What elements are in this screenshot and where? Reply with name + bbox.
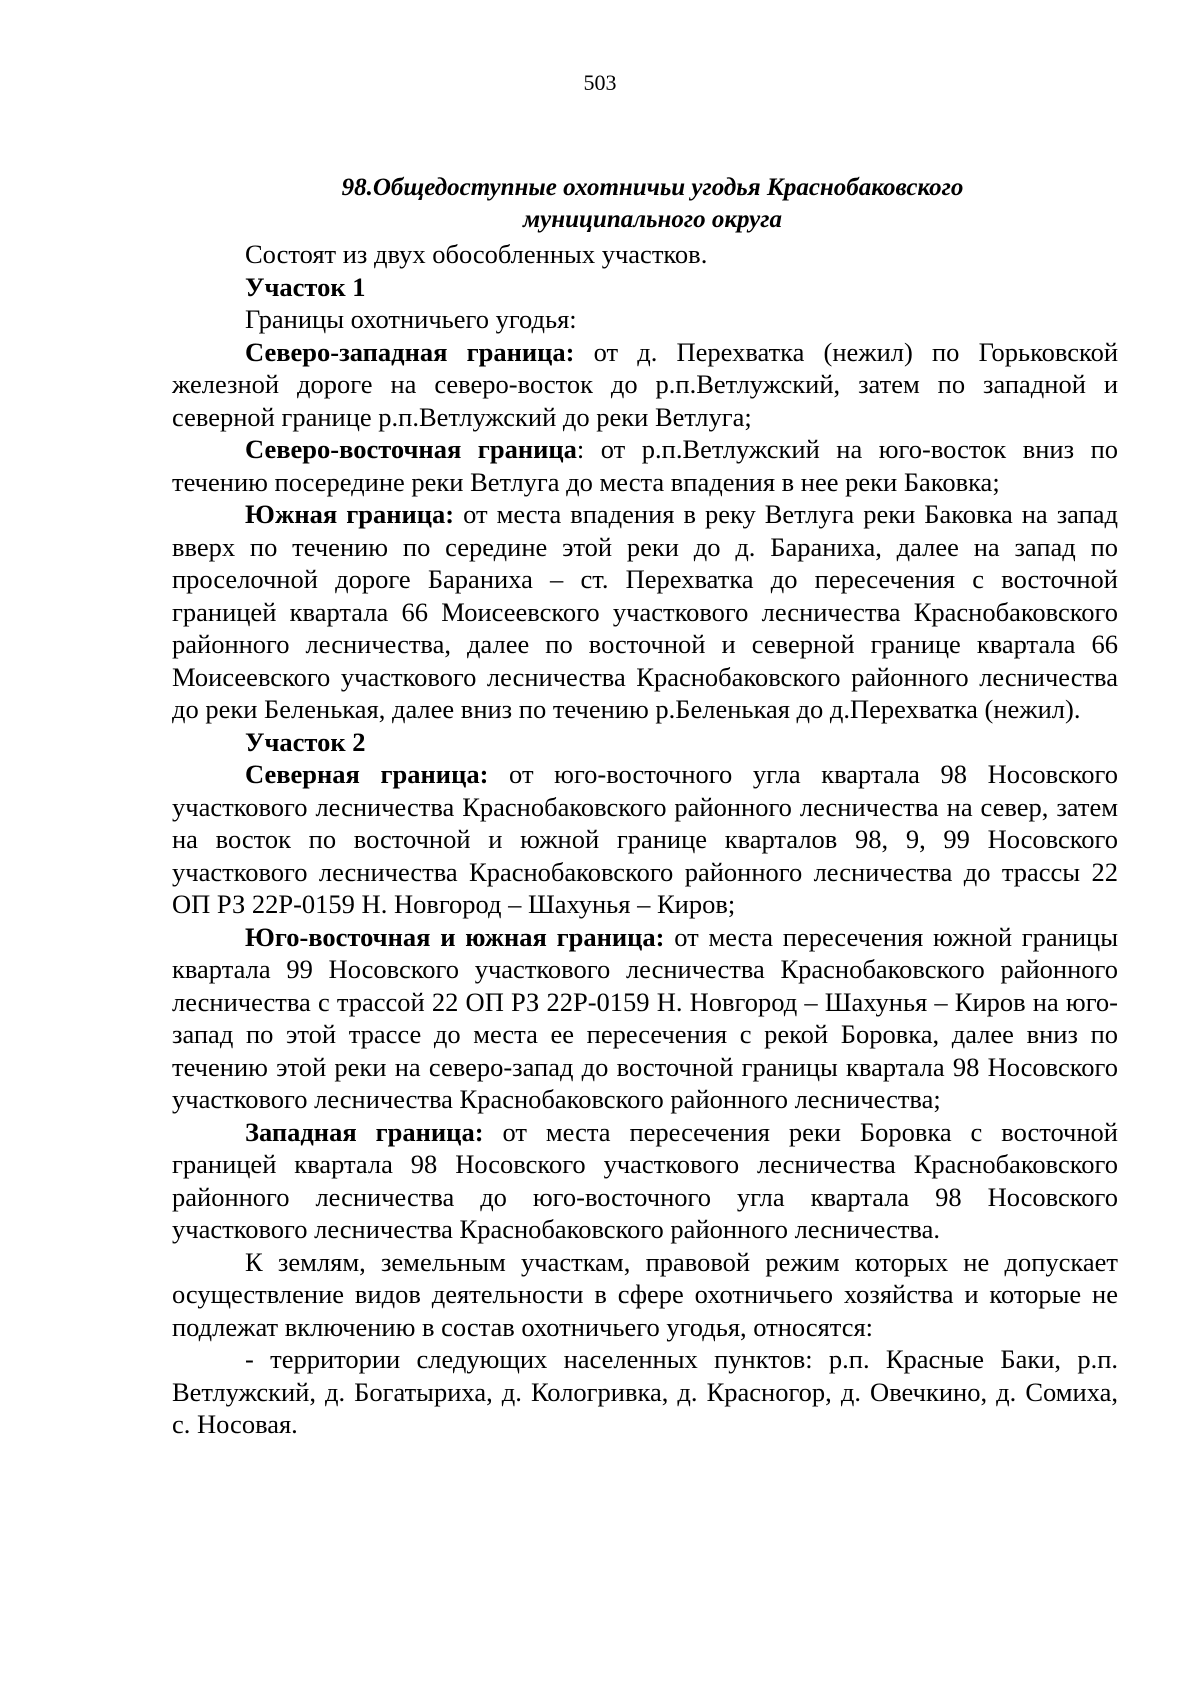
section-1-heading: Участок 1 (245, 271, 366, 302)
west-boundary-paragraph (172, 1116, 1118, 1246)
section-2-heading: Участок 2 (245, 726, 366, 757)
section-title-line-1: 98.Общедоступные охотничьи угодья Краснобаковского (341, 174, 964, 201)
section-title (240, 172, 1065, 236)
north-boundary-label: Северная граница: (245, 759, 489, 789)
exclusions-paragraph: К землям, земельным участкам, правовой режим которых не допускает осуществление видов деятельности в сфере охотничьего хозяйства и которые не подлежат включению в состав охотничьего угодья, относятся: (172, 1246, 1118, 1342)
intro-paragraph: Состоят из двух обособленных участков. (245, 239, 708, 269)
northwest-boundary-label: Северо-западная граница: (245, 336, 575, 367)
southeast-south-boundary-paragraph (172, 921, 1118, 1116)
north-boundary-text: от юго-восточного угла квартала 98 Носовского участкового лесничества Краснобаковского районного лесничества на север, затем на восток по восточной и южной границе кварталов 98, 9, 99 Носовского участкового лесничества Краснобаковского районного лесничества до трассы 22 ОП РЗ 22Р-0159 Н. Новгород – Шахунья – Киров; (172, 759, 1119, 919)
south-boundary-paragraph (172, 498, 1118, 726)
south-boundary-label: Южная граница: (245, 499, 455, 529)
section-title-line-2: муниципального округа (523, 206, 782, 233)
northwest-boundary-paragraph (172, 336, 1118, 434)
southeast-south-boundary-label: Юго-восточная и южная граница: (245, 921, 665, 952)
northeast-boundary-text: : от р.п.Ветлужский на юго-восток вниз по течению посередине реки Ветлуга до места впадения в нее реки Баковка; (172, 434, 1118, 497)
south-boundary-text: от места впадения в реку Ветлуга реки Баковка на запад вверх по течению по середине этой реки до д. Бараниха, далее на запад по проселочной дороге Бараниха – ст. Перехватка до пересечения с восточной границей квартала 66 Моисеевского участкового лесничества Краснобаковского районного лесничества, далее по восточной и северной границе квартала 66 Моисеевского участкового лесничества Краснобаковского районного лесничества до реки Беленькая, далее вниз по течению р.Беленькая до д.Перехватка (нежил). (172, 499, 1119, 724)
northwest-boundary-text: от д. Перехватка (нежил) по Горьковской железной дороге на северо-восток до р.п.Ветлужский, затем по западной и северной границе р.п.Ветлужский до реки Ветлуга; (172, 336, 1119, 432)
section-1-boundaries-label: Границы охотничьего угодья: (245, 304, 577, 334)
north-boundary-paragraph (172, 758, 1118, 921)
west-boundary-text: от места пересечения реки Боровка с восточной границей квартала 98 Носовского участкового лесничества Краснобаковского районного лесничества до юго-восточного угла квартала 98 Носовского участкового лесничества Краснобаковского районного лесничества. (172, 1116, 1118, 1244)
northeast-boundary-paragraph (172, 433, 1118, 498)
west-boundary-label: Западная граница: (245, 1116, 484, 1147)
northeast-boundary-label: Северо-восточная граница (245, 434, 577, 464)
document-body (172, 238, 1118, 1441)
southeast-south-boundary-text: от места пересечения южной границы квартала 99 Носовского участкового лесничества Краснобаковского районного лесничества с трассой 22 ОП РЗ 22Р-0159 Н. Новгород – Шахунья – Киров на юго-запад по этой трассе до места ее пересечения с рекой Боровка, далее вниз по течению этой реки на северо-запад до восточной границы квартала 98 Носовского участкового лесничества Краснобаковского районного лесничества; (172, 921, 1118, 1114)
page-number: 503 (583, 70, 617, 95)
exclusions-item-1: - территории следующих населенных пунктов: р.п. Красные Баки, р.п. Ветлужский, д. Богатыриха, д. Кологривка, д. Красногор, д. Овечкино, д. Сомиха, с. Носовая. (172, 1344, 1118, 1439)
